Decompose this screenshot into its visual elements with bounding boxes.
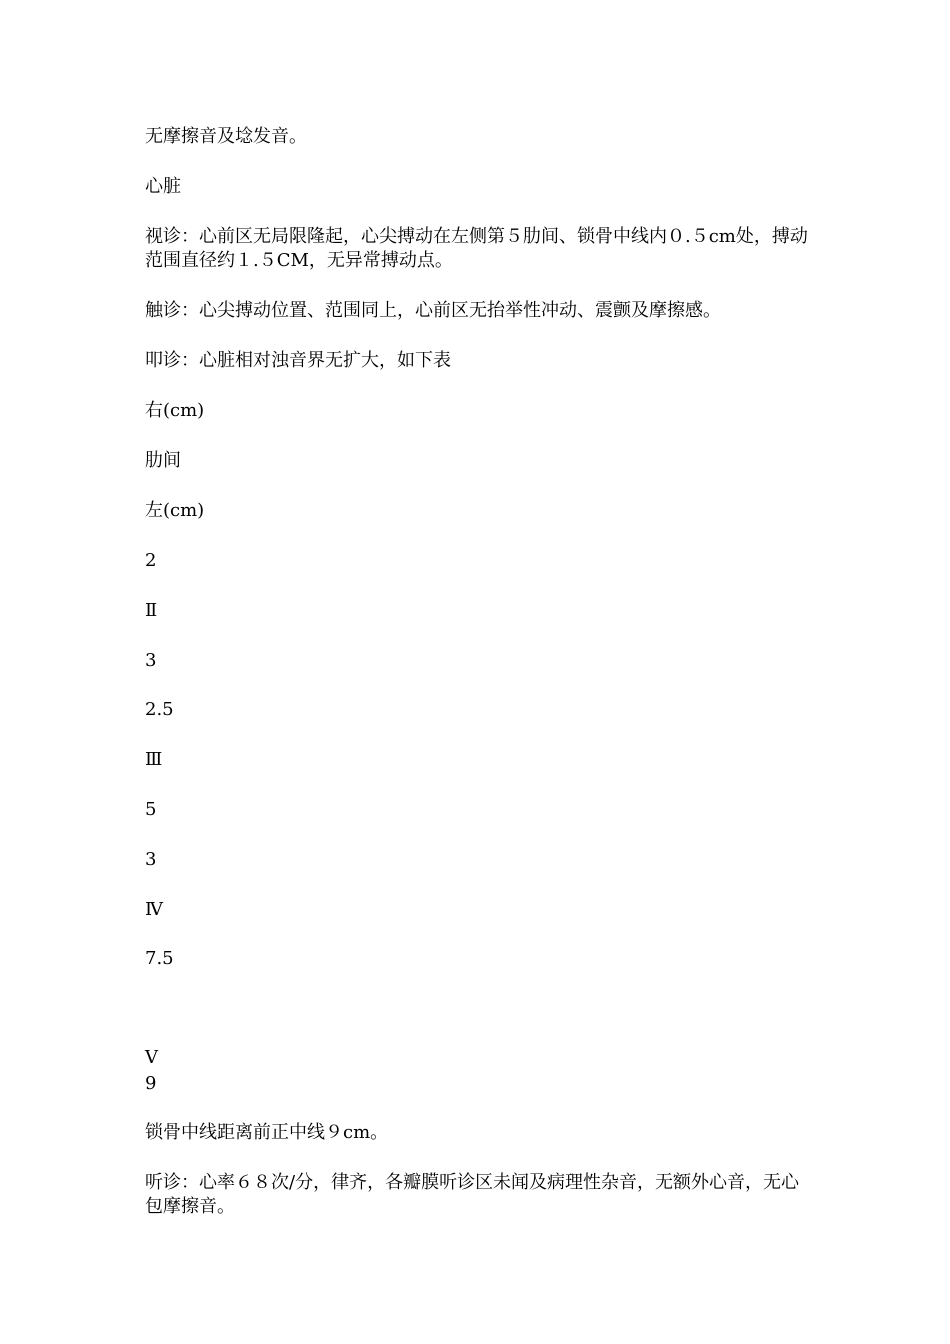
table-cell: 5: [145, 799, 157, 820]
table-cell: 9: [145, 1073, 157, 1094]
table-cell: 2: [145, 550, 157, 571]
table-header-intercostal: 肋间: [145, 450, 181, 471]
paragraph-clavicle-distance: 锁骨中线距离前正中线９cm。: [145, 1122, 389, 1143]
table-header-left: 左(cm): [145, 500, 205, 521]
table-cell: 3: [145, 650, 157, 671]
paragraph-inspection: 视诊：心前区无局限隆起，心尖搏动在左侧第５肋间、锁骨中线内０.５cm处，搏动范围直径约１.５CM，无异常搏动点。: [145, 226, 808, 271]
table-cell: 3: [145, 849, 157, 870]
table-header-right: 右(cm): [145, 400, 205, 421]
section-heading-heart: 心脏: [145, 176, 181, 197]
table-cell: Ⅳ: [145, 899, 163, 920]
table-cell: Ⅱ: [145, 600, 158, 621]
table-cell: 2.5: [145, 699, 174, 720]
paragraph-auscultation: 听诊：心率６８次/分，律齐，各瓣膜听诊区未闻及病理性杂音，无额外心音，无心包摩擦音。: [145, 1172, 800, 1217]
table-cell: Ⅴ: [145, 1047, 158, 1068]
paragraph-percussion: 叩诊：心脏相对浊音界无扩大，如下表: [145, 350, 451, 371]
paragraph-palpation: 触诊：心尖搏动位置、范围同上，心前区无抬举性冲动、震颤及摩擦感。: [145, 300, 721, 321]
paragraph-breath-sounds: 无摩擦音及埝发音。: [145, 126, 307, 147]
table-cell: 7.5: [145, 948, 174, 969]
table-cell: Ⅲ: [145, 749, 163, 770]
